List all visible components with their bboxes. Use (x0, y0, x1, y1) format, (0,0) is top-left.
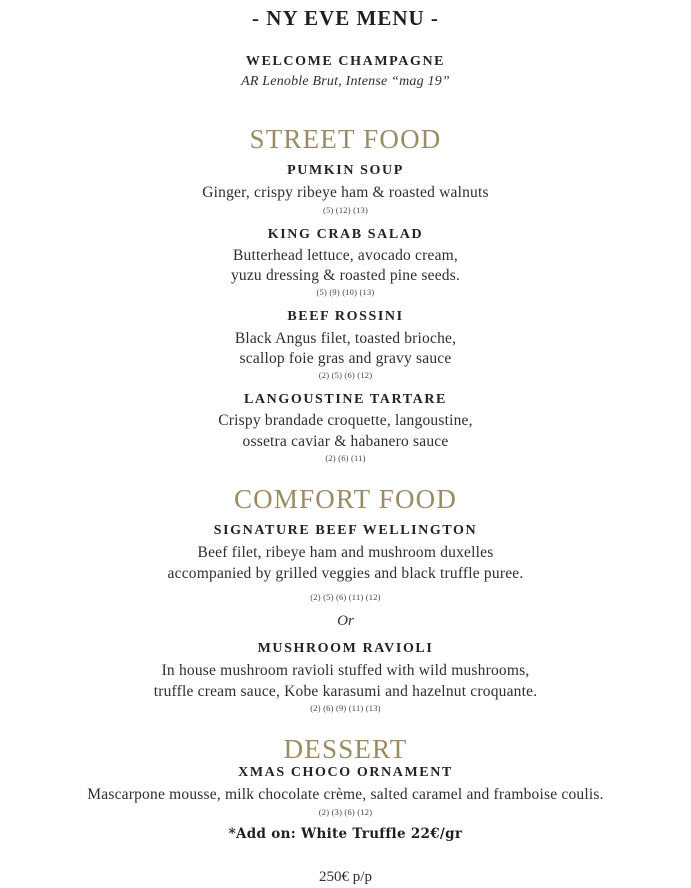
dish-description: In house mushroom ravioli stuffed with wild mushrooms, (161, 662, 530, 679)
dish-allergens: (2) (3) (6) (12) (318, 807, 373, 817)
dish-name: MUSHROOM RAVIOLI (257, 641, 434, 656)
dish-name: BEEF ROSSINI (287, 309, 404, 324)
dish-allergens: (2) (6) (11) (325, 453, 366, 463)
dish-description: Crispy brandade croquette, langoustine, (218, 412, 473, 429)
welcome-heading: WELCOME CHAMPAGNE (245, 54, 446, 69)
menu-title: - NY EVE MENU - (252, 6, 439, 30)
dish-name: PUMKIN SOUP (287, 163, 404, 178)
dish-description: Ginger, crispy ribeye ham & roasted walnuts (202, 184, 489, 201)
dish-name: SIGNATURE BEEF WELLINGTON (213, 523, 478, 538)
dish-description: scallop foie gras and gravy sauce (239, 350, 452, 367)
dish-allergens: (2) (5) (6) (12) (318, 370, 373, 380)
dish-description: accompanied by grilled veggies and black truffle puree. (167, 565, 524, 582)
dish-description: truffle cream sauce, Kobe karasumi and hazelnut croquante. (153, 683, 538, 700)
or-divider: Or (337, 613, 354, 629)
dish-description: Butterhead lettuce, avocado cream, (233, 247, 458, 264)
dish-description: Black Angus filet, toasted brioche, (234, 330, 457, 347)
dish-allergens: (5) (12) (13) (322, 205, 369, 215)
dish-allergens: (2) (6) (9) (11) (13) (310, 703, 381, 713)
dish-description: Beef filet, ribeye ham and mushroom duxelles (197, 544, 494, 561)
dish-name: KING CRAB SALAD (267, 227, 424, 242)
section-comfort-food: COMFORT FOOD (233, 484, 458, 514)
section-street-food: STREET FOOD (249, 124, 442, 154)
welcome-wine: AR Lenoble Brut, Intense “mag 19” (241, 74, 450, 89)
price-per-person: 250€ p/p (319, 869, 372, 885)
addon-note: *Add on: White Truffle 22€/gr (228, 826, 463, 842)
dish-description: yuzu dressing & roasted pine seeds. (230, 267, 461, 284)
dish-description: ossetra caviar & habanero sauce (242, 433, 449, 450)
dish-allergens: (2) (5) (6) (11) (12) (310, 592, 381, 602)
dish-name: LANGOUSTINE TARTARE (243, 392, 447, 407)
section-dessert: DESSERT (283, 734, 408, 764)
dish-allergens: (5) (9) (10) (13) (316, 287, 375, 297)
dish-description: Mascarpone mousse, milk chocolate crème, salted caramel and framboise coulis. (87, 786, 604, 803)
dish-name: XMAS CHOCO ORNAMENT (238, 765, 453, 780)
